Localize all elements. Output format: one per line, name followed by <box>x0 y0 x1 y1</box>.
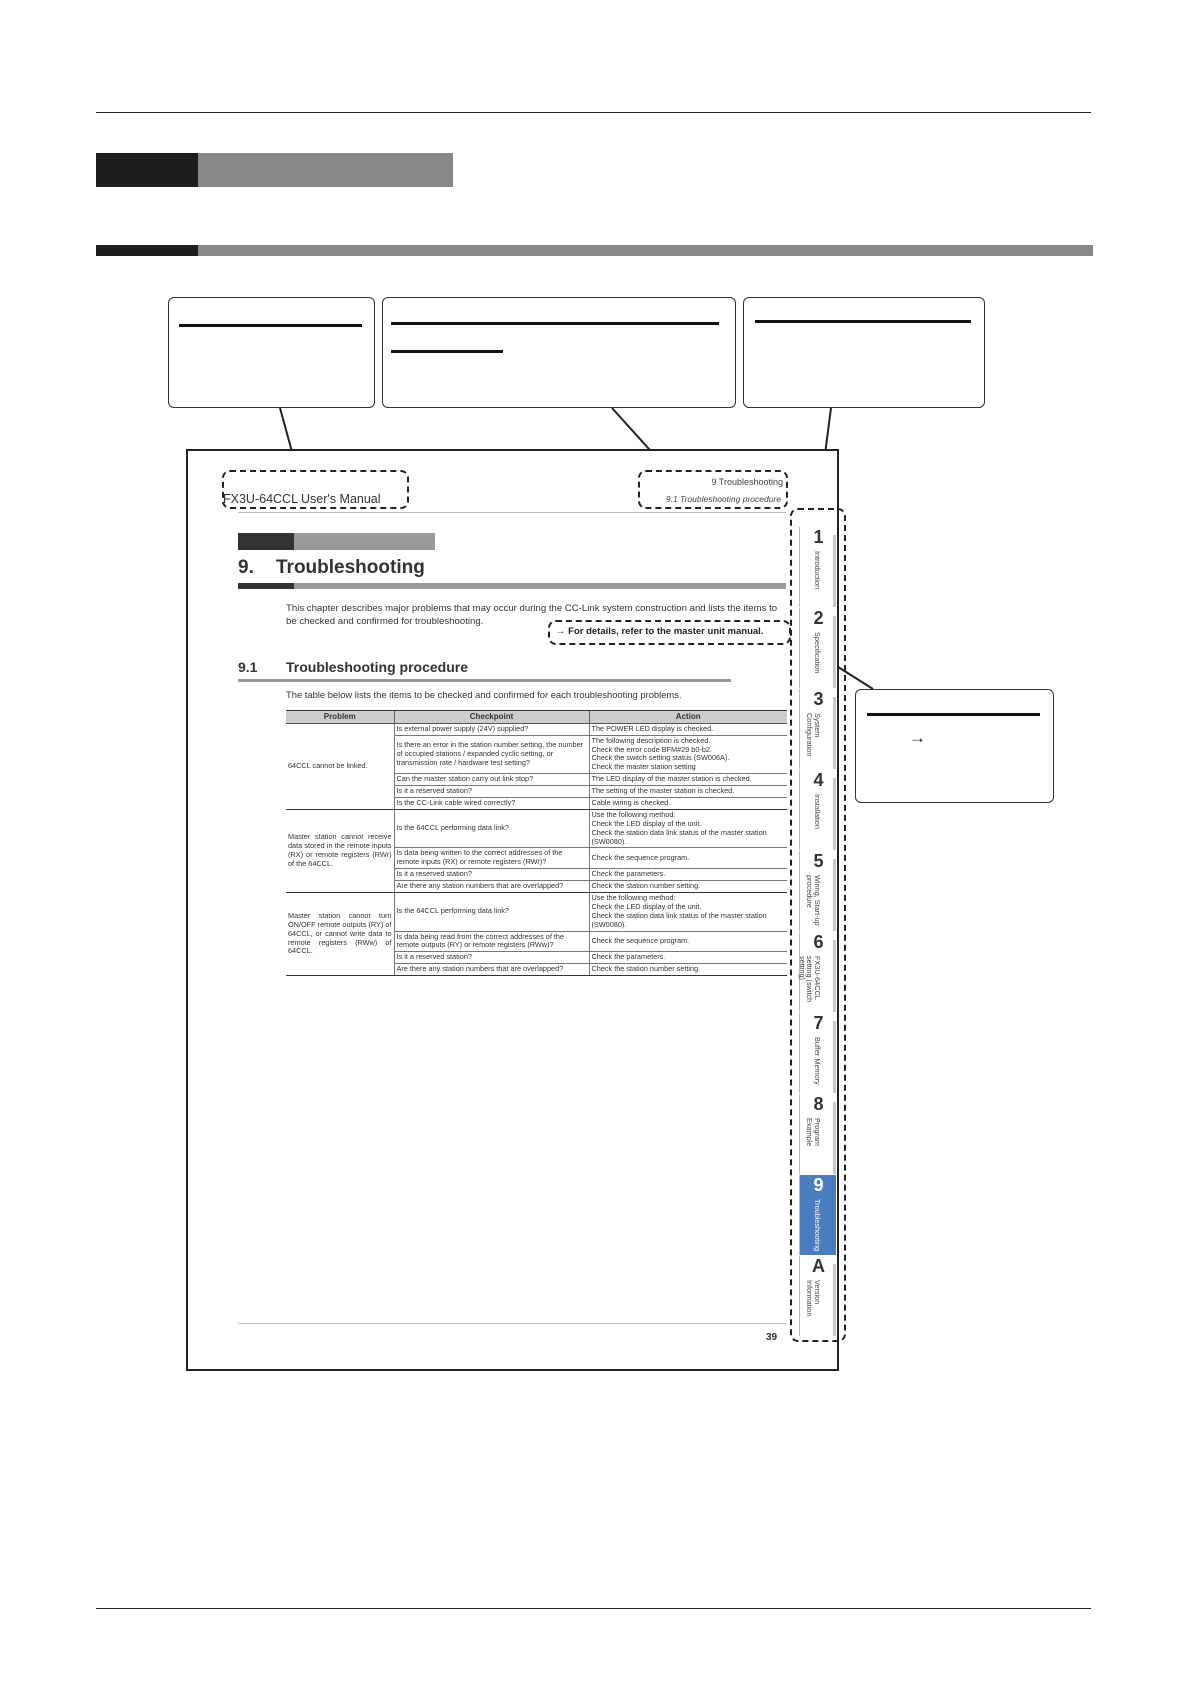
chapter-tab-number: 7 <box>813 1013 824 1033</box>
chapter-tab-label: System Configuration <box>805 713 822 757</box>
checkpoint-cell: Can the master station carry out link stop? <box>394 774 589 786</box>
action-cell: The following description is checked. Check the error code BFM#29 b0-b2. Check the switch setting status (SW006A). Check the master station setting <box>589 735 787 774</box>
chapter-section-highlight <box>638 470 788 509</box>
sample-manual-page <box>186 449 839 1371</box>
section-intro: The table below lists the items to be checked and confirmed for each troubleshooting problems. <box>286 689 682 700</box>
chapter-tab-number: 3 <box>813 689 824 709</box>
reference-note: → For details, refer to the master unit manual. <box>556 626 764 637</box>
column-header: Action <box>589 711 787 724</box>
chapter-tab-label: Buffer Memory <box>813 1037 822 1085</box>
checkpoint-cell: Are there any station numbers that are overlapped? <box>394 964 589 976</box>
chapter-tab-number: 1 <box>813 527 824 547</box>
table-row <box>286 893 787 932</box>
chapter-tab-label: Specification <box>813 632 822 674</box>
header-section: 9.1 Troubleshooting procedure <box>665 494 781 504</box>
action-cell: The LED display of the master station is checked. <box>589 774 787 786</box>
problem-cell: Master station cannot receive data stored in the remote inputs (RX) or remote registers (RWr) of the 64CCL. <box>286 809 394 892</box>
action-cell: The POWER LED display is checked. <box>589 723 787 735</box>
tab-index-highlight <box>790 508 846 1342</box>
problem-cell: 64CCL cannot be linked. <box>286 723 394 809</box>
action-cell: Check the station number setting. <box>589 881 787 893</box>
chapter-tab-label: Program Example <box>805 1118 822 1147</box>
action-cell: Check the parameters. <box>589 952 787 964</box>
chapter-tab-label: FX3U-64CCL setting (switch setting) <box>797 956 822 1003</box>
checkpoint-cell: Are there any station numbers that are overlapped? <box>394 881 589 893</box>
chapter-tab-number: 5 <box>813 851 824 871</box>
footer-rule <box>238 1323 786 1324</box>
checkpoint-cell: Is the CC-Link cable wired correctly? <box>394 797 589 809</box>
action-cell: Check the sequence program. <box>589 848 787 869</box>
section-title: Troubleshooting procedure <box>286 659 469 675</box>
page-number: 39 <box>766 1332 778 1343</box>
table-header-row <box>286 711 787 724</box>
section-number: 9.1 <box>238 659 258 675</box>
callout-arrow: → <box>909 728 926 747</box>
checkpoint-cell: Is data being written to the correct addresses of the remote inputs (RX) or remote registers (RWr)? <box>394 848 589 869</box>
chapter-tab-number: 4 <box>813 770 824 790</box>
problem-cell: Master station cannot turn ON/OFF remote outputs (RY) of 64CCL, or cannot write data to remote registers (RWw) of 64CCL. <box>286 893 394 976</box>
chapter-number: 9. <box>238 557 254 578</box>
manual-name-highlight <box>222 470 409 509</box>
chapter-bar-dark <box>238 533 294 550</box>
action-cell: The setting of the master station is checked. <box>589 786 787 798</box>
checkpoint-cell: Is data being read from the correct addresses of the remote outputs (RY) or remote registers (RWw)? <box>394 931 589 952</box>
header-rule <box>238 512 786 513</box>
checkpoint-cell: Is it a reserved station? <box>394 869 589 881</box>
chapter-rule-gray <box>294 583 786 589</box>
header-manual-name: FX3U-64CCL User's Manual <box>223 492 381 506</box>
table-row <box>286 809 787 848</box>
chapter-tab-number: 6 <box>813 932 824 952</box>
checkpoint-cell: Is it a reserved station? <box>394 952 589 964</box>
chapter-tab-label: Wiring, Start-up procedure <box>805 875 822 926</box>
chapter-tab-label: Troubleshooting <box>813 1199 822 1252</box>
checkpoint-cell: Is external power supply (24V) supplied? <box>394 723 589 735</box>
action-cell: Use the following method: Check the LED display of the unit. Check the station data link status of the master station (SW0080). <box>589 809 787 848</box>
intro-paragraph: This chapter describes major problems that may occur during the CC-Link system construction and lists the items to be checked and confirmed for troubleshooting. <box>286 603 778 627</box>
chapter-tab-number: A <box>812 1256 825 1276</box>
chapter-tab-label: Installation <box>813 794 822 829</box>
header-chapter: 9 Troubleshooting <box>711 477 783 487</box>
chapter-tab-label: Version Information <box>805 1280 822 1317</box>
action-cell: Check the sequence program. <box>589 931 787 952</box>
column-header: Checkpoint <box>394 711 589 724</box>
chapter-tab-number: 8 <box>813 1094 824 1114</box>
section-rule <box>238 679 731 682</box>
action-cell: Check the parameters. <box>589 869 787 881</box>
action-cell: Cable wiring is checked. <box>589 797 787 809</box>
chapter-bar-gray <box>294 533 435 550</box>
checkpoint-cell: Is the 64CCL performing data link? <box>394 809 589 848</box>
chapter-rule-dark <box>238 583 294 589</box>
checkpoint-cell: Is it a reserved station? <box>394 786 589 798</box>
troubleshooting-table <box>286 710 787 976</box>
chapter-title: Troubleshooting <box>276 557 425 578</box>
chapter-tab-number: 2 <box>813 608 824 628</box>
action-cell: Use the following method: Check the LED display of the unit. Check the station data link status of the master station (SW0080). <box>589 893 787 932</box>
column-header: Problem <box>286 711 394 724</box>
chapter-tab-label: Introduction <box>813 551 822 590</box>
table-row <box>286 723 787 735</box>
chapter-tab-number: 9 <box>813 1175 824 1195</box>
checkpoint-cell: Is there an error in the station number setting, the number of occupied stations / expanded cyclic setting, or transmission rate / hardware test setting? <box>394 735 589 774</box>
action-cell: Check the station number setting. <box>589 964 787 976</box>
checkpoint-cell: Is the 64CCL performing data link? <box>394 893 589 932</box>
